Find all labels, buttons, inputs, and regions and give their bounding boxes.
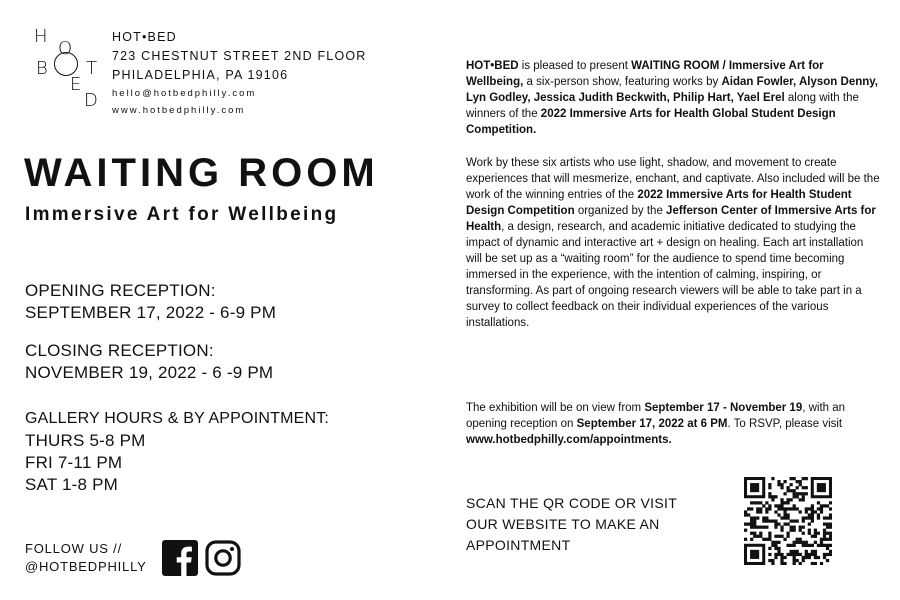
hours-thursday: THURS 5-8 PM (25, 431, 146, 450)
description-text-1: Work by these six artists who use light, shadow, and movement to create experiences that will mesmerize, enchant, and captivate. Also included will be the work of the winning entries of the (466, 157, 880, 201)
intro-text-1: is pleased to present (518, 60, 632, 72)
description-organizer: Jefferson Center of Immersive Arts for Health (466, 205, 876, 233)
logo-letter-d: D (84, 90, 98, 111)
intro-text-3: along with the winners of the (466, 92, 859, 120)
logo-letter-h: H (34, 26, 48, 47)
exhibition-opening: September 17, 2022 at 6 PM (576, 418, 728, 430)
closing-reception (25, 340, 273, 384)
opening-label: OPENING RECEPTION: (25, 281, 216, 300)
exhibition-text-3: . To RSVP, please visit (727, 418, 843, 430)
follow-label: FOLLOW US // (25, 541, 123, 556)
logo-letter-t: T (86, 58, 97, 79)
closing-date: NOVEMBER 19, 2022 - 6 -9 PM (25, 363, 274, 382)
qr-code[interactable] (744, 477, 832, 565)
closing-label: CLOSING RECEPTION: (25, 341, 214, 360)
page-title: WAITING ROOM (24, 151, 379, 195)
logo-letter-e: E (70, 74, 82, 95)
website-link[interactable]: www.hotbedphilly.com (112, 105, 246, 116)
page-subtitle: Immersive Art for Wellbeing (25, 204, 339, 225)
intro-artists: Aidan Fowler, Alyson Denny, Lyn Godley, Jessica Judith Beckwith, Philip Hart, Yael Erel (466, 76, 879, 104)
email-link[interactable]: hello@hotbedphilly.com (112, 88, 257, 99)
description-competition: 2022 Immersive Arts for Health Student Design Competition (466, 189, 852, 217)
intro-paragraph (466, 58, 880, 138)
scan-line-1: SCAN THE QR CODE OR VISIT (466, 495, 678, 511)
exhibition-text-1: The exhibition will be on view from (466, 402, 645, 414)
description-paragraph (466, 155, 880, 331)
scan-line-3: APPOINTMENT (466, 537, 571, 553)
logo-ring-icon (54, 52, 78, 76)
description-text-2: organized by the (574, 205, 667, 217)
logo-letter-b: B (36, 58, 48, 79)
address-block (112, 28, 367, 119)
follow-us (25, 540, 147, 576)
rsvp-link[interactable]: www.hotbedphilly.com/appointments. (466, 434, 672, 446)
facebook-icon[interactable] (162, 540, 198, 576)
intro-text-2: a six-person show, featuring works by (523, 76, 722, 88)
hotbed-logo (34, 26, 100, 110)
street-address: 723 CHESTNUT STREET 2ND FLOOR (112, 49, 367, 63)
instagram-icon[interactable] (205, 540, 241, 576)
exhibition-paragraph (466, 400, 880, 448)
hours-friday: FRI 7-11 PM (25, 453, 123, 472)
intro-venue: HOT•BED (466, 60, 519, 72)
scan-qr-instructions (466, 493, 677, 556)
qr-code-icon (744, 477, 832, 565)
intro-competition: 2022 Immersive Arts for Health Global Student Design Competition. (466, 108, 836, 136)
hours-label: GALLERY HOURS & BY APPOINTMENT: (25, 410, 330, 427)
gallery-hours (25, 408, 329, 496)
logo-letter-o: O (58, 38, 73, 59)
opening-reception (25, 280, 276, 324)
city-address: PHILADELPHIA, PA 19106 (112, 68, 289, 82)
intro-show-title: WAITING ROOM / Immersive Art for Wellbeing, (466, 60, 824, 88)
exhibition-dates: September 17 - November 19 (644, 402, 803, 414)
scan-line-2: OUR WEBSITE TO MAKE AN (466, 516, 660, 532)
venue-name: HOT•BED (112, 30, 177, 44)
description-text-3: , a design, research, and academic initiative dedicated to studying the impact of dynamic and interactive art + design on healing. Each art installation will be set up as a “waiting room” for the audience to spend time becoming immersed in the experience, with the intention of calming, inspiring, or transforming. As part of ongoing research viewers will be able to take part in a survey to collect feedback on their individual experiences of the various installations. (466, 221, 864, 329)
exhibition-text-2: , with an opening reception on (466, 402, 846, 430)
hours-saturday: SAT 1-8 PM (25, 475, 119, 494)
social-handle[interactable]: @HOTBEDPHILLY (25, 559, 147, 574)
opening-date: SEPTEMBER 17, 2022 - 6-9 PM (25, 303, 277, 322)
